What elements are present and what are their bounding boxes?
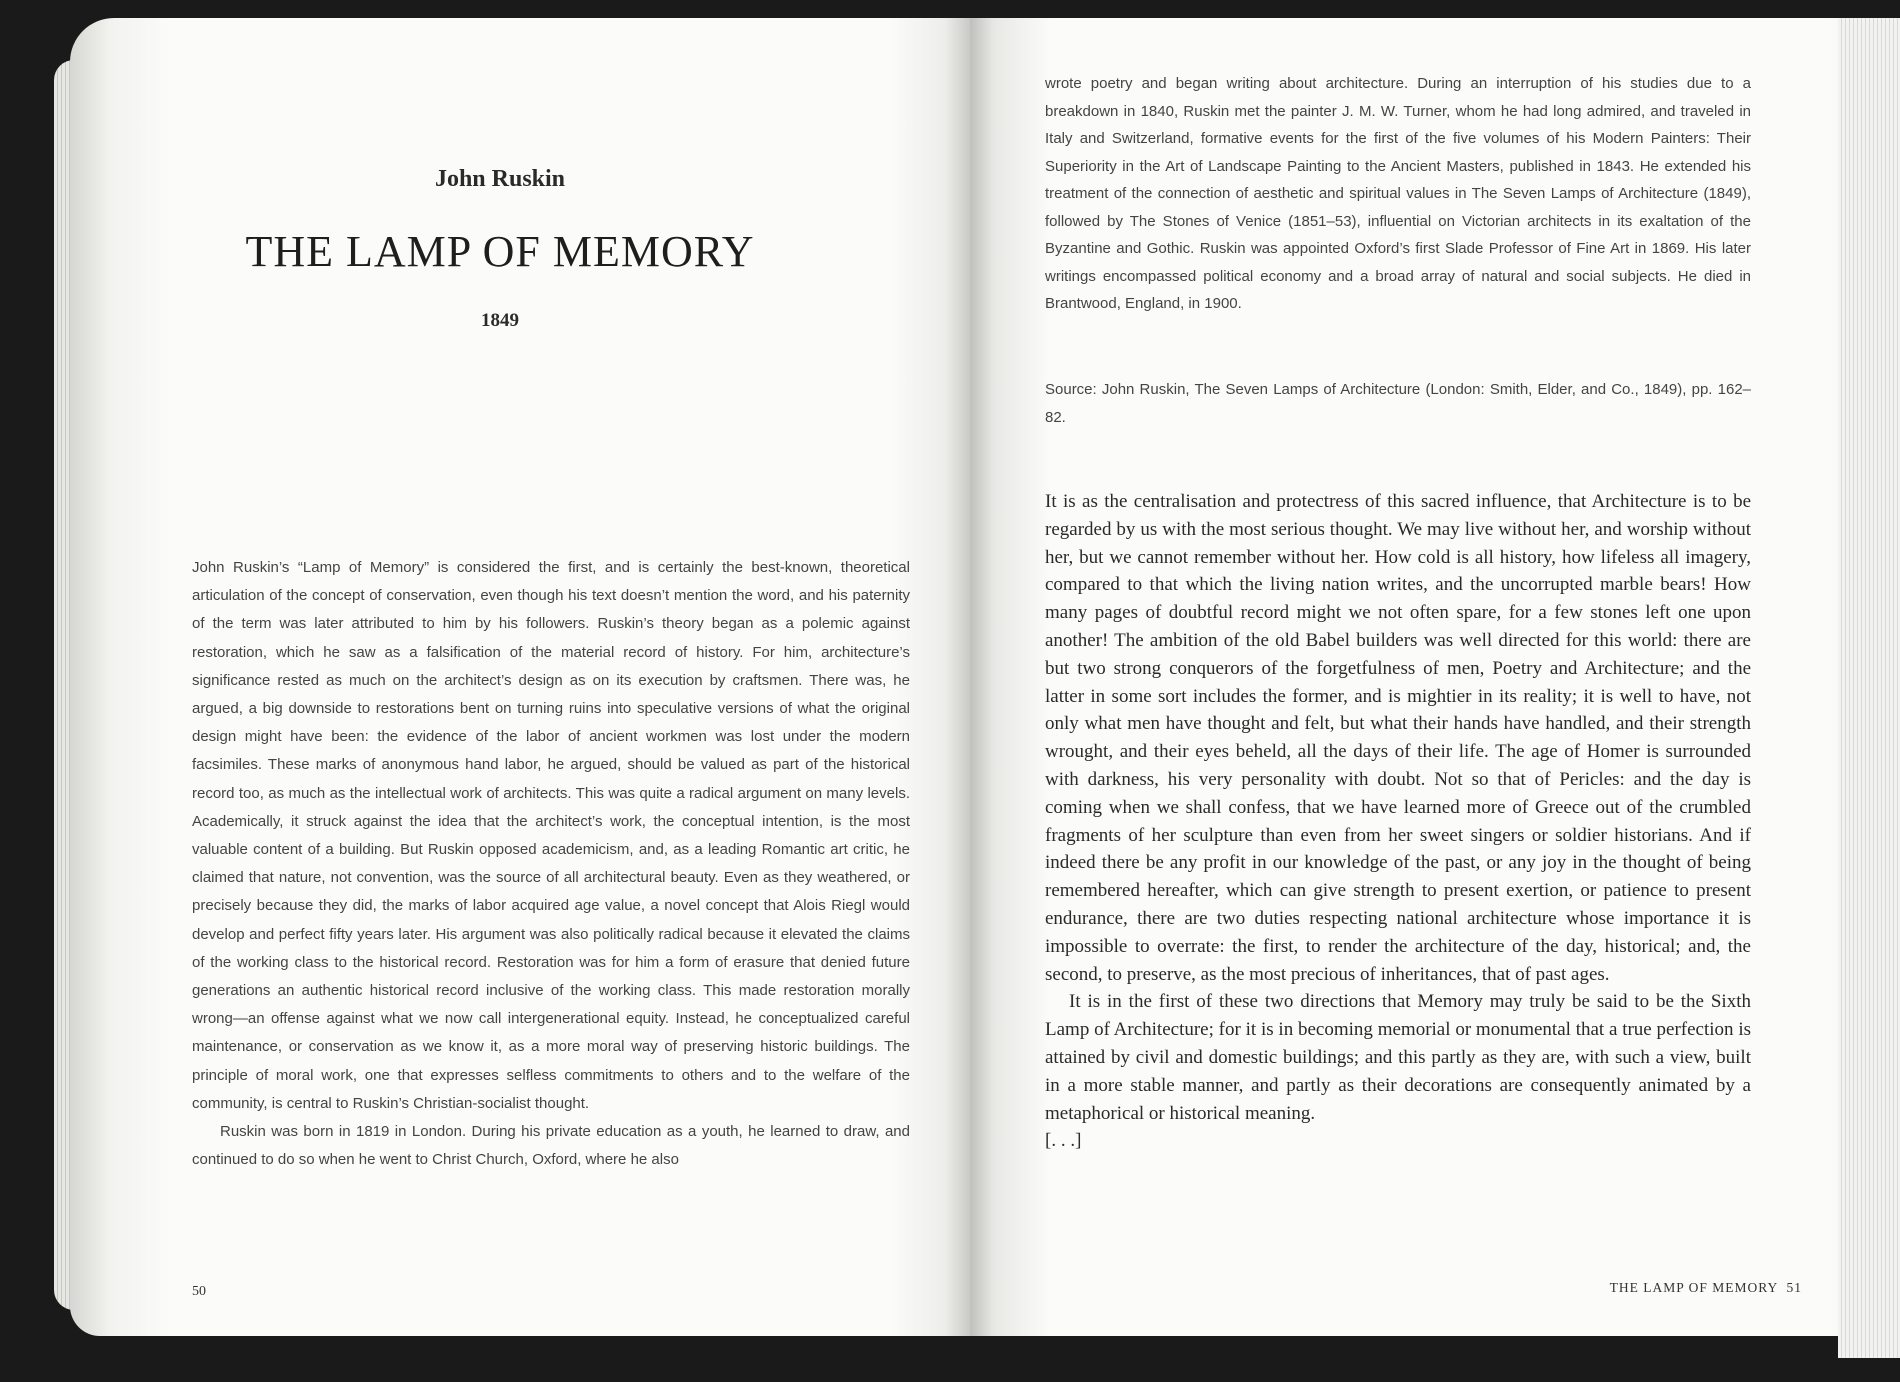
excerpt-paragraph: It is as the centralisation and protectress of this sacred influence, that Architecture is to be regarded by us with the most serious thought. We may live without her, and worship without her, but we cannot remember without her. How cold is all history, how lifeless all imagery, compared to that which the living nation writes, and the uncorrupted marble bears! How many pages of doubtful record might we not often spare, for a few stones left one upon another! The ambition of the old Babel builders was well directed for this world: there are but two strong conquerors of the forgetfulness of men, Poetry and Architecture; and the latter in some sort includes the former, and is mightier in its reality; it is well to have, not only what men have thought and felt, but what their hands have handled, and their strength wrought, and their eyes beheld, all the days of their life. The age of Homer is surrounded with darkness, his very personality with doubt. Not so that of Pericles: and the day is coming when we shall confess, that we have learned more of Greece out of the crumbled fragments of her sculpture than even from her sweet singers or soldier historians. And if indeed there be any profit in our knowledge of the past, or any joy in the thought of being remembered hereafter, which can give strength to present exertion, or patience to present endurance, there are two duties respecting national architecture whose importance it is impossible to overrate: the first, to render the architecture of the day, historical; and, the second, to preserve, as the most precious of inheritances, that of past ages. xyxy=(1045,491,1751,985)
right-page-edges xyxy=(1838,18,1900,1358)
running-head xyxy=(1610,1280,1802,1296)
chapter-author: John Ruskin xyxy=(434,166,566,192)
right-page xyxy=(970,18,1870,1336)
running-head-title: THE LAMP OF MEMORY xyxy=(1609,1280,1778,1295)
page-number-left: 50 xyxy=(192,1284,206,1299)
excerpt-text xyxy=(1045,488,1751,1155)
source-citation xyxy=(1045,376,1751,431)
introduction-text xyxy=(192,554,910,1174)
chapter-title: THE LAMP OF MEMORY xyxy=(245,227,755,276)
excerpt-paragraph: It is in the first of these two directions that Memory may truly be said to be the Sixth Lamp of Architecture; for it is in becoming memorial or monumental that a true perfection is attained by civil and domestic buildings; and this partly as they are, with such a view, built in a more stable manner, and partly as their decorations are consequently animated by a metaphorical or historical meaning. xyxy=(1045,991,1751,1124)
bio-paragraph: wrote poetry and began writing about architecture. During an interruption of his studies due to a breakdown in 1840, Ruskin met the painter J. M. W. Turner, whom he had long admired, and traveled in Italy and Switzerland, formative events for the first of the five volumes of his Modern Painters: Their Superiority in the Art of Landscape Painting to the Ancient Masters, published in 1843. He extended his treatment of the connection of aesthetic and spiritual values in The Seven Lamps of Architecture (1849), followed by The Stones of Venice (1851–53), influential on Victorian architects in its exaltation of the Byzantine and Gothic. Ruskin was appointed Oxford’s first Slade Professor of Fine Art in 1869. His later writings encompassed political economy and a broad array of natural and social subjects. He died in Brantwood, England, in 1900. xyxy=(1045,75,1751,312)
intro-paragraph: Ruskin was born in 1819 in London. During his private education as a youth, he learned to draw, and continued to do so when he went to Christ Church, Oxford, where he also xyxy=(192,1123,910,1169)
excerpt-ellipsis: [. . .] xyxy=(1045,1130,1082,1152)
intro-paragraph: John Ruskin’s “Lamp of Memory” is considered the first, and is certainly the best-known, theoretical articulation of the concept of conservation, even though his text doesn’t mention the word, and his paternity of the term was later attributed to him by his followers. Ruskin’s theory began as a polemic against restoration, which he saw as a falsification of the material record of history. For him, architecture’s significance rested as much on the architect’s design as on its execution by craftsmen. There was, he argued, a big downside to restorations bent on turning ruins into speculative versions of what the original design might have been: the evidence of the labor of ancient workmen was lost under the modern facsimiles. These marks of anonymous hand labor, he argued, should be valued as part of the historical record too, as much as the intellectual work of architects. This was quite a radical argument on many levels. Academically, it struck against the idea that the architect’s work, the conceptual intention, is the most valuable content of a building. But Ruskin opposed academicism, and, as a leading Romantic art critic, he claimed that nature, not convention, was the source of all architectural beauty. Even as they weathered, or precisely because they did, the marks of labor acquired age value, a novel concept that Alois Riegl would develop and perfect fifty years later. His argument was also politically radical because it elevated the claims of the working class to the historical record. Restoration was for him a form of erasure that denied future generations an authentic historical record inclusive of the working class. This made restoration morally wrong—an offense against what we now call intergenerational equity. Instead, he conceptualized careful maintenance, or conservation as we know it, as a more moral way of preserving historic buildings. The principle of moral work, one that expresses selfless commitments to others and to the welfare of the community, is central to Ruskin’s Christian-socialist thought. xyxy=(192,559,910,1112)
source-paragraph: Source: John Ruskin, The Seven Lamps of Architecture (London: Smith, Elder, and Co., 1849), pp. 162–82. xyxy=(1045,381,1751,426)
chapter-year: 1849 xyxy=(481,310,519,331)
page-number-right: 51 xyxy=(1786,1280,1802,1295)
biography-text xyxy=(1045,70,1751,318)
left-page xyxy=(70,18,970,1336)
